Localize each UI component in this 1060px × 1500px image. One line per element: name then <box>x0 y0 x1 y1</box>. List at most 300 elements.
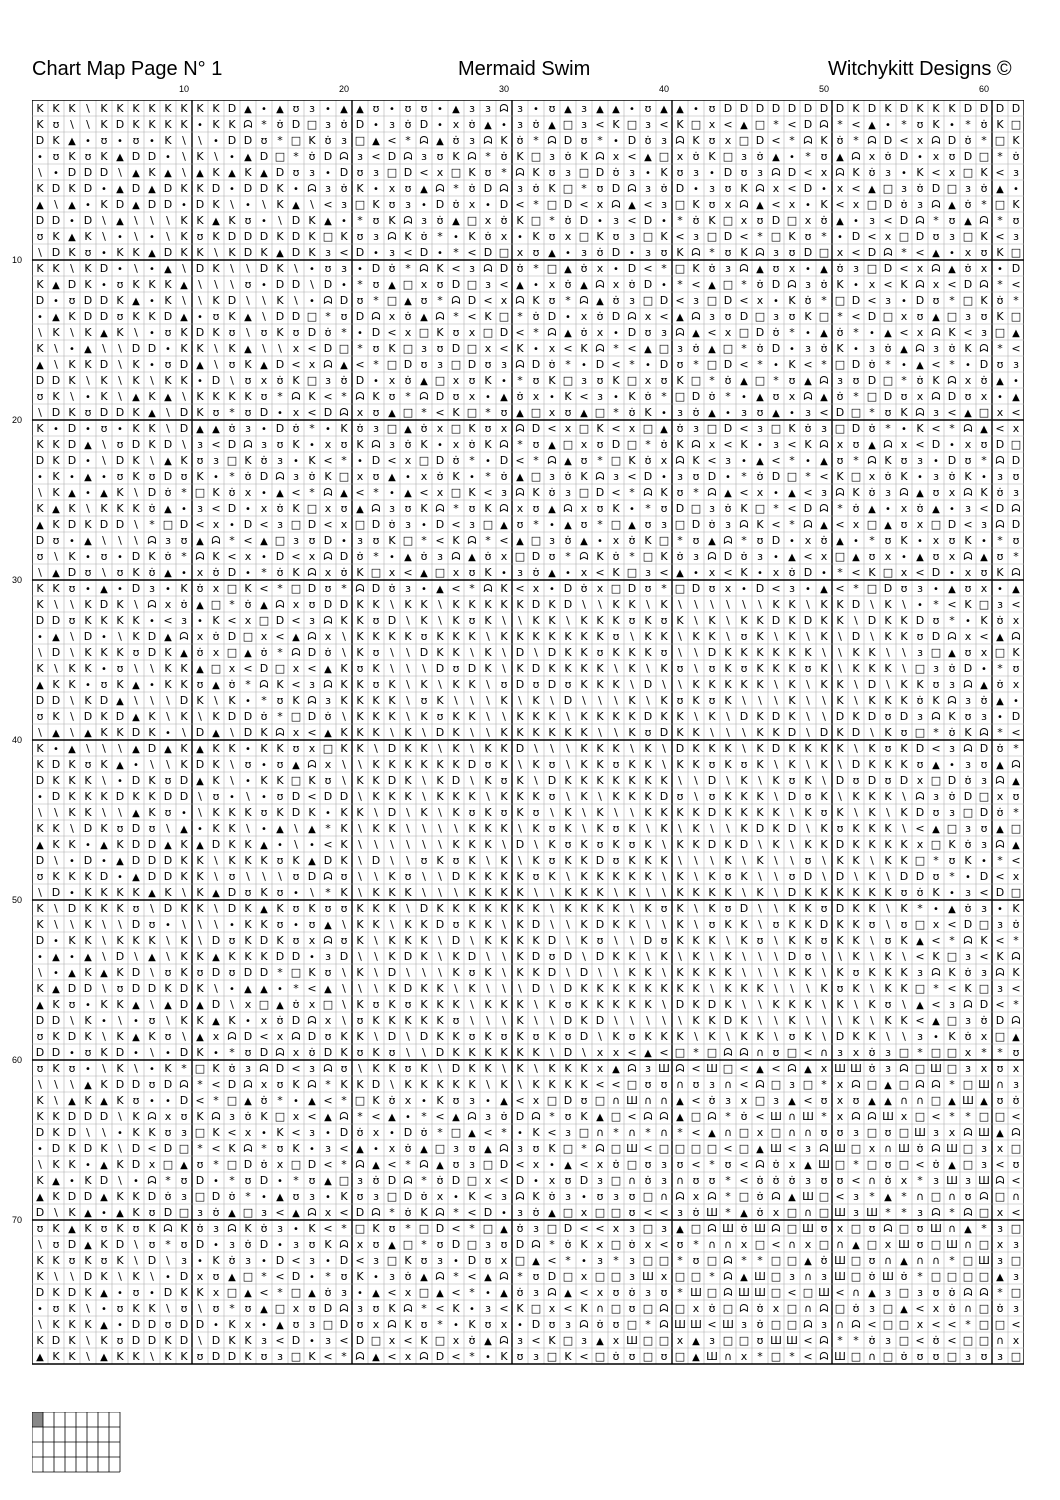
chart-cell-symbol: < <box>771 518 780 531</box>
chart-cell-symbol: \ <box>566 742 570 755</box>
chart-cell-symbol: \ <box>182 438 186 451</box>
chart-cell-symbol: K <box>500 694 508 707</box>
chart-cell-symbol: K <box>132 406 140 419</box>
chart-cell-symbol: ᗣ <box>195 550 204 563</box>
chart-cell-symbol: K <box>964 854 972 867</box>
chart-cell-symbol: K <box>324 1238 332 1251</box>
chart-cell-symbol: D <box>132 1142 140 1155</box>
chart-cell-symbol: □ <box>979 1270 989 1283</box>
chart-cell-symbol: □ <box>931 1190 941 1203</box>
chart-cell-symbol: □ <box>851 1222 861 1235</box>
chart-cell-symbol: x <box>981 1030 988 1043</box>
chart-cell-symbol: • <box>101 280 107 291</box>
chart-cell-symbol: D <box>100 166 108 179</box>
chart-cell-symbol: K <box>340 886 348 899</box>
chart-cell-symbol: D <box>564 134 572 147</box>
chart-cell-symbol: \ <box>550 694 554 707</box>
chart-cell-symbol: • <box>421 200 427 211</box>
chart-cell-symbol: • <box>101 664 107 675</box>
chart-cell-symbol: □ <box>755 1094 765 1107</box>
chart-cell-symbol: ɜ <box>421 150 427 163</box>
chart-cell-symbol: ɜ <box>853 1206 859 1219</box>
chart-cell-symbol: D <box>1012 262 1020 275</box>
chart-cell-symbol: ɜ <box>885 294 891 307</box>
chart-cell-symbol: □ <box>979 406 989 419</box>
chart-cell-symbol: ɜ <box>709 310 715 323</box>
chart-cell-symbol: ▲ <box>132 712 140 723</box>
chart-cell-symbol: ʊ <box>165 1318 172 1331</box>
chart-cell-symbol: K <box>404 886 412 899</box>
chart-cell-symbol: x <box>837 246 844 259</box>
chart-cell-symbol: D <box>548 646 556 659</box>
chart-cell-symbol: ʊ <box>837 1174 844 1187</box>
chart-cell-symbol: ʊ <box>517 518 524 531</box>
chart-cell-symbol: K <box>532 1046 540 1059</box>
chart-cell-symbol: □ <box>611 1110 621 1123</box>
chart-cell-symbol: D <box>1012 710 1020 723</box>
chart-cell-symbol: □ <box>547 1222 557 1235</box>
chart-cell-symbol: K <box>308 966 316 979</box>
chart-cell-symbol: D <box>228 1078 236 1091</box>
chart-cell-symbol: K <box>180 950 188 963</box>
chart-cell-symbol: ▲ <box>212 728 220 739</box>
chart-cell-symbol: ᗣ <box>643 486 652 499</box>
chart-cell-symbol: \ <box>694 598 698 611</box>
chart-cell-symbol: ▲ <box>676 1096 684 1107</box>
chart-cell-symbol: ʊ̇ <box>981 118 988 131</box>
chart-cell-symbol: ʊ <box>53 1238 60 1251</box>
chart-cell-symbol: K <box>372 710 380 723</box>
chart-cell-symbol: □ <box>531 534 541 547</box>
chart-cell-symbol: \ <box>614 934 618 947</box>
chart-cell-symbol: • <box>293 1224 299 1235</box>
chart-cell-symbol: ɜ <box>965 950 971 963</box>
chart-cell-symbol: ᗣ <box>499 502 508 515</box>
chart-cell-symbol: □ <box>419 454 429 467</box>
chart-cell-symbol: K <box>452 1030 460 1043</box>
chart-cell-symbol: • <box>101 632 107 643</box>
chart-cell-symbol: \ <box>134 486 138 499</box>
chart-cell-symbol: D <box>996 1014 1004 1027</box>
chart-cell-symbol: ∩ <box>804 1302 812 1315</box>
chart-cell-symbol: □ <box>915 726 925 739</box>
chart-cell-symbol: • <box>117 424 123 435</box>
chart-cell-symbol: x <box>709 118 716 131</box>
chart-cell-symbol: K <box>612 982 620 995</box>
chart-cell-symbol: < <box>499 1174 508 1187</box>
chart-cell-symbol: □ <box>755 310 765 323</box>
chart-cell-symbol: K <box>468 902 476 915</box>
chart-cell-symbol: ʊ <box>709 758 716 771</box>
chart-cell-symbol: x <box>965 246 972 259</box>
chart-cell-symbol: \ <box>38 166 42 179</box>
chart-cell-symbol: □ <box>483 1158 493 1171</box>
chart-cell-symbol: \ <box>438 1062 442 1075</box>
chart-cell-symbol: ᗣ <box>819 438 828 451</box>
chart-cell-symbol: D <box>612 438 620 451</box>
chart-cell-symbol: K <box>564 886 572 899</box>
chart-cell-symbol: ʊ <box>725 310 732 323</box>
chart-cell-symbol: ᗣ <box>707 1222 716 1235</box>
chart-cell-symbol: D <box>324 598 332 611</box>
chart-cell-symbol: ʊ̇ <box>517 134 524 147</box>
chart-cell-symbol: • <box>485 1352 491 1363</box>
chart-cell-symbol: \ <box>454 982 458 995</box>
chart-cell-symbol: ▲ <box>84 536 92 547</box>
chart-cell-symbol: ɜ <box>389 246 395 259</box>
chart-cell-symbol: D <box>916 614 924 627</box>
chart-cell-symbol: K <box>772 998 780 1011</box>
chart-cell-symbol: K <box>980 166 988 179</box>
chart-cell-symbol: □ <box>371 566 381 579</box>
chart-cell-symbol: □ <box>883 566 893 579</box>
chart-cell-symbol: ʊ <box>981 438 988 451</box>
chart-cell-symbol: ʊ <box>373 278 380 291</box>
chart-cell-symbol: ▲ <box>388 1240 396 1251</box>
chart-cell-symbol: < <box>579 1222 588 1235</box>
chart-cell-symbol: * <box>869 1190 875 1203</box>
chart-cell-symbol: • <box>53 936 59 947</box>
chart-cell-symbol: \ <box>198 790 202 803</box>
chart-cell-symbol: K <box>740 614 748 627</box>
chart-cell-symbol: < <box>691 1062 700 1075</box>
chart-cell-symbol: K <box>68 358 76 371</box>
chart-cell-symbol: \ <box>198 278 202 291</box>
chart-cell-symbol: □ <box>1011 310 1021 323</box>
chart-cell-symbol: K <box>724 838 732 851</box>
chart-cell-symbol: \ <box>230 374 234 387</box>
chart-cell-symbol: ᗣ <box>163 1222 172 1235</box>
chart-cell-symbol: □ <box>563 1270 573 1283</box>
chart-cell-symbol: K <box>692 262 700 275</box>
chart-cell-symbol: K <box>452 838 460 851</box>
chart-cell-symbol: ᗣ <box>755 1158 764 1171</box>
chart-cell-symbol: ᗣ <box>995 838 1004 851</box>
chart-cell-symbol: K <box>84 1174 92 1187</box>
chart-cell-symbol: ᗣ <box>243 1142 252 1155</box>
chart-cell-symbol: K <box>276 326 284 339</box>
chart-cell-symbol: \ <box>582 822 586 835</box>
chart-cell-symbol: \ <box>518 982 522 995</box>
chart-cell-symbol: □ <box>915 1062 925 1075</box>
chart-cell-symbol: K <box>180 246 188 259</box>
chart-cell-symbol: \ <box>662 678 666 691</box>
chart-cell-symbol: \ <box>342 646 346 659</box>
chart-cell-symbol: ʊ <box>501 678 508 691</box>
chart-cell-symbol: K <box>932 374 940 387</box>
chart-cell-symbol: • <box>901 296 907 307</box>
chart-cell-symbol: K <box>452 1302 460 1315</box>
chart-cell-symbol: x <box>245 1126 252 1139</box>
chart-cell-symbol: ʊ <box>917 1350 924 1363</box>
chart-cell-symbol: K <box>68 758 76 771</box>
chart-cell-symbol: ʊ <box>309 1174 316 1187</box>
chart-cell-symbol: • <box>1013 184 1019 195</box>
chart-cell-symbol: K <box>596 630 604 643</box>
chart-cell-symbol: • <box>85 424 91 435</box>
chart-cell-symbol: \ <box>886 678 890 691</box>
chart-cell-symbol: ʊ <box>389 198 396 211</box>
chart-cell-symbol: K <box>164 1334 172 1347</box>
chart-cell-symbol: • <box>517 1128 523 1139</box>
chart-cell-symbol: \ <box>854 678 858 691</box>
chart-cell-symbol: D <box>372 1078 380 1091</box>
chart-cell-symbol: □ <box>659 1334 669 1347</box>
chart-cell-symbol: □ <box>675 1046 685 1059</box>
chart-cell-symbol: K <box>148 118 156 131</box>
chart-cell-symbol: • <box>805 200 811 211</box>
chart-cell-symbol: ʊ̇ <box>821 214 828 227</box>
chart-cell-symbol: K <box>372 918 380 931</box>
chart-cell-symbol: \ <box>566 710 570 723</box>
chart-cell-symbol: ʊ <box>245 1302 252 1315</box>
chart-cell-symbol: ʊ <box>821 902 828 915</box>
chart-cell-symbol: □ <box>931 838 941 851</box>
chart-cell-symbol: < <box>339 1206 348 1219</box>
chart-cell-symbol: \ <box>822 870 826 883</box>
chart-cell-symbol: K <box>68 1302 76 1315</box>
chart-cell-symbol: ᗣ <box>947 630 956 643</box>
chart-cell-symbol: K <box>388 534 396 547</box>
chart-cell-symbol: ▲ <box>196 744 204 755</box>
chart-cell-symbol: □ <box>1011 1350 1021 1363</box>
chart-cell-symbol: D <box>868 310 876 323</box>
chart-cell-symbol: * <box>981 454 987 467</box>
chart-cell-symbol: D <box>388 966 396 979</box>
chart-cell-symbol: ʊ̇ <box>501 470 508 483</box>
chart-cell-symbol: < <box>387 1286 396 1299</box>
chart-cell-symbol: < <box>643 1206 652 1219</box>
chart-cell-symbol: • <box>389 488 395 499</box>
chart-cell-symbol: x <box>517 502 524 515</box>
chart-cell-symbol: D <box>964 662 972 675</box>
chart-cell-symbol: ʊ <box>981 758 988 771</box>
chart-cell-symbol: K <box>468 710 476 723</box>
chart-cell-symbol: K <box>132 278 140 291</box>
chart-cell-symbol: * <box>613 1254 619 1267</box>
chart-cell-symbol: ▲ <box>212 888 220 899</box>
chart-cell-symbol: ʊ <box>85 150 92 163</box>
chart-cell-symbol: D <box>852 598 860 611</box>
chart-cell-symbol: D <box>292 278 300 291</box>
chart-cell-symbol: < <box>931 742 940 755</box>
chart-cell-symbol: D <box>276 278 284 291</box>
chart-cell-symbol: ᗣ <box>323 934 332 947</box>
chart-cell-symbol: D <box>564 1014 572 1027</box>
chart-cell-symbol: ▲ <box>468 1128 476 1139</box>
chart-cell-symbol: □ <box>547 1350 557 1363</box>
chart-cell-symbol: ʊ <box>869 1254 876 1267</box>
chart-cell-symbol: * <box>805 150 811 163</box>
chart-cell-symbol: K <box>708 214 716 227</box>
chart-cell-symbol: < <box>627 342 636 355</box>
chart-cell-symbol: \ <box>390 854 394 867</box>
chart-cell-symbol: K <box>100 1142 108 1155</box>
chart-cell-symbol: * <box>741 342 747 355</box>
chart-cell-symbol: \ <box>646 918 650 931</box>
chart-cell-symbol: D <box>980 806 988 819</box>
chart-cell-symbol: ɜ <box>853 1126 859 1139</box>
chart-cell-symbol: K <box>52 774 60 787</box>
chart-cell-symbol: \ <box>902 598 906 611</box>
chart-cell-symbol: ʊ <box>533 1142 540 1155</box>
chart-cell-symbol: • <box>405 472 411 483</box>
chart-cell-symbol: K <box>468 166 476 179</box>
chart-cell-symbol: D <box>68 278 76 291</box>
chart-cell-symbol: K <box>228 310 236 323</box>
chart-cell-symbol: ʊ̇ <box>773 1158 780 1171</box>
chart-cell-symbol: x <box>533 390 540 403</box>
chart-cell-symbol: □ <box>803 1286 813 1299</box>
chart-cell-symbol: K <box>884 966 892 979</box>
chart-cell-symbol: ▲ <box>244 648 252 659</box>
chart-cell-symbol: ʊ <box>549 230 556 243</box>
chart-cell-symbol: < <box>915 566 924 579</box>
chart-cell-symbol: \ <box>598 966 602 979</box>
chart-cell-symbol: ʊ <box>821 1174 828 1187</box>
chart-cell-symbol: x <box>293 1110 300 1123</box>
chart-cell-symbol: * <box>677 534 683 547</box>
chart-cell-symbol: • <box>805 328 811 339</box>
chart-cell-symbol: * <box>421 1302 427 1315</box>
chart-cell-symbol: ᗣ <box>851 1078 860 1091</box>
chart-cell-symbol: ᗣ <box>339 150 348 163</box>
chart-cell-symbol: \ <box>438 838 442 851</box>
chart-cell-symbol: x <box>293 662 300 675</box>
chart-cell-symbol: ᗣ <box>515 358 524 371</box>
chart-cell-symbol: \ <box>374 982 378 995</box>
chart-cell-symbol: ʊ <box>389 1222 396 1235</box>
chart-cell-symbol: K <box>420 982 428 995</box>
chart-cell-symbol: \ <box>134 950 138 963</box>
chart-cell-symbol: ᗣ <box>851 150 860 163</box>
chart-cell-symbol: * <box>1013 998 1019 1011</box>
chart-cell-symbol: \ <box>102 1126 106 1139</box>
chart-cell-symbol: ∩ <box>820 1046 828 1059</box>
chart-cell-symbol: ɜ <box>725 1094 731 1107</box>
chart-cell-symbol: ▲ <box>644 152 652 163</box>
chart-cell-symbol: * <box>277 390 283 403</box>
chart-cell-symbol: * <box>997 662 1003 675</box>
chart-cell-symbol: K <box>676 438 684 451</box>
chart-cell-symbol: K <box>308 134 316 147</box>
chart-cell-symbol: D <box>372 326 380 339</box>
chart-cell-symbol: K <box>932 694 940 707</box>
chart-cell-symbol: D <box>532 598 540 611</box>
chart-cell-symbol: \ <box>790 982 794 995</box>
chart-cell-symbol: \ <box>678 646 682 659</box>
chart-cell-symbol: ᗣ <box>995 966 1004 979</box>
chart-cell-symbol: ʊ <box>277 790 284 803</box>
chart-cell-symbol: ɜ <box>773 246 779 259</box>
chart-cell-symbol: D <box>116 710 124 723</box>
chart-cell-symbol: K <box>36 742 44 755</box>
chart-cell-symbol: K <box>356 1030 364 1043</box>
chart-cell-symbol: ʊ <box>117 982 124 995</box>
chart-cell-symbol: x <box>821 1062 828 1075</box>
chart-cell-symbol: ʊ <box>149 822 156 835</box>
chart-cell-symbol: ɜ <box>661 1158 667 1171</box>
chart-cell-symbol: ᗣ <box>931 966 940 979</box>
chart-cell-symbol: □ <box>899 1078 909 1091</box>
chart-cell-symbol: K <box>820 886 828 899</box>
chart-cell-symbol: * <box>949 294 955 307</box>
chart-cell-symbol: ᗣ <box>403 214 412 227</box>
chart-cell-symbol: ᗣ <box>723 1270 732 1283</box>
chart-cell-symbol: • <box>101 1304 107 1315</box>
chart-cell-symbol: K <box>180 854 188 867</box>
chart-cell-symbol: K <box>532 854 540 867</box>
chart-cell-symbol: \ <box>790 838 794 851</box>
chart-cell-symbol: • <box>965 360 971 371</box>
chart-cell-symbol: ▲ <box>516 280 524 291</box>
chart-cell-symbol: D <box>372 582 380 595</box>
chart-cell-symbol: • <box>789 344 795 355</box>
chart-cell-symbol: ʊ̇ <box>917 886 924 899</box>
chart-cell-symbol: D <box>676 502 684 515</box>
chart-cell-symbol: • <box>277 1176 283 1187</box>
chart-cell-symbol: □ <box>883 1318 893 1331</box>
chart-cell-symbol: K <box>964 726 972 739</box>
chart-cell-symbol: □ <box>931 646 941 659</box>
chart-cell-symbol: \ <box>214 358 218 371</box>
chart-cell-symbol: ʊ̇ <box>453 198 460 211</box>
chart-cell-symbol: * <box>725 1190 731 1203</box>
chart-cell-symbol: ▲ <box>852 552 860 563</box>
chart-cell-symbol: □ <box>643 1190 653 1203</box>
chart-cell-symbol: ʊ̇ <box>821 278 828 291</box>
chart-cell-symbol: ʊ̇ <box>421 1126 428 1139</box>
chart-cell-symbol: K <box>900 742 908 755</box>
chart-cell-symbol: □ <box>675 1302 685 1315</box>
chart-cell-symbol: ▲ <box>372 1352 380 1363</box>
chart-cell-symbol: K <box>116 726 124 739</box>
chart-cell-symbol: K <box>548 1030 556 1043</box>
chart-cell-symbol: ʊ <box>597 374 604 387</box>
chart-cell-symbol: ▲ <box>468 552 476 563</box>
chart-cell-symbol: K <box>100 102 108 115</box>
chart-cell-symbol: K <box>740 438 748 451</box>
chart-cell-symbol: ▲ <box>324 1112 332 1123</box>
chart-cell-symbol: \ <box>486 630 490 643</box>
chart-cell-symbol: ʊ̇ <box>949 342 956 355</box>
chart-cell-symbol: \ <box>422 774 426 787</box>
chart-cell-symbol: ∩ <box>836 1318 844 1331</box>
chart-cell-symbol: D <box>68 1190 76 1203</box>
chart-cell-symbol: K <box>596 870 604 883</box>
chart-cell-symbol: ʊ <box>565 1110 572 1123</box>
chart-cell-symbol: K <box>676 726 684 739</box>
chart-cell-symbol: x <box>933 534 940 547</box>
chart-cell-symbol: ɜ <box>629 166 635 179</box>
chart-cell-symbol: D <box>820 918 828 931</box>
chart-cell-symbol: K <box>740 918 748 931</box>
chart-cell-symbol: □ <box>451 166 461 179</box>
chart-cell-symbol: D <box>276 310 284 323</box>
chart-cell-symbol: ᗣ <box>403 150 412 163</box>
chart-cell-symbol: K <box>692 742 700 755</box>
chart-cell-symbol: K <box>84 902 92 915</box>
chart-cell-symbol: K <box>196 870 204 883</box>
chart-cell-symbol: * <box>485 534 491 547</box>
chart-cell-symbol: * <box>933 982 939 995</box>
chart-cell-symbol: ʊ <box>773 1046 780 1059</box>
chart-cell-symbol: ▲ <box>756 392 764 403</box>
chart-cell-symbol: ʊ <box>933 1350 940 1363</box>
chart-cell-symbol: □ <box>691 1270 701 1283</box>
chart-cell-symbol: ɜ <box>485 278 491 291</box>
chart-cell-symbol: ▲ <box>996 760 1004 771</box>
